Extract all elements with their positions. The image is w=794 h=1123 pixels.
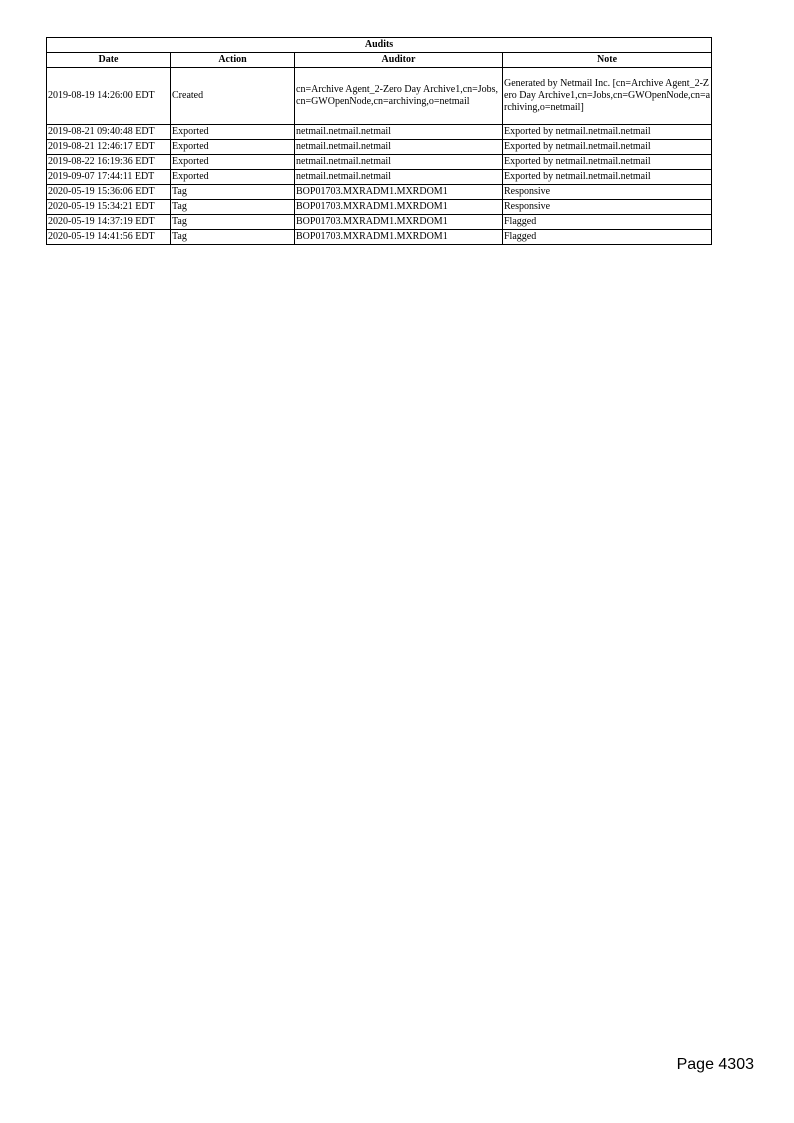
cell-action: Tag <box>171 215 295 230</box>
cell-note: Responsive <box>503 185 712 200</box>
table-row <box>47 125 712 140</box>
table-row <box>47 185 712 200</box>
table-row <box>47 155 712 170</box>
cell-note: Generated by Netmail Inc. [cn=Archive Agent_2-Zero Day Archive1,cn=Jobs,cn=GWOpenNode,cn=archiving,o=netmail] <box>503 68 712 125</box>
cell-action: Exported <box>171 125 295 140</box>
cell-date: 2020-05-19 14:41:56 EDT <box>47 230 171 245</box>
cell-auditor: cn=Archive Agent_2-Zero Day Archive1,cn=Jobs,cn=GWOpenNode,cn=archiving,o=netmail <box>295 68 503 125</box>
page-number: Page 4303 <box>676 1056 754 1073</box>
cell-action: Tag <box>171 230 295 245</box>
cell-auditor: BOP01703.MXRADM1.MXRDOM1 <box>295 215 503 230</box>
cell-date: 2020-05-19 15:34:21 EDT <box>47 200 171 215</box>
table-row <box>47 140 712 155</box>
table-row <box>47 200 712 215</box>
cell-note: Exported by netmail.netmail.netmail <box>503 140 712 155</box>
cell-note: Flagged <box>503 215 712 230</box>
cell-auditor: netmail.netmail.netmail <box>295 125 503 140</box>
cell-date: 2020-05-19 15:36:06 EDT <box>47 185 171 200</box>
table-row <box>47 230 712 245</box>
cell-date: 2019-08-22 16:19:36 EDT <box>47 155 171 170</box>
cell-action: Created <box>171 68 295 125</box>
cell-auditor: netmail.netmail.netmail <box>295 170 503 185</box>
table-row <box>47 68 712 125</box>
cell-action: Tag <box>171 200 295 215</box>
cell-date: 2019-08-19 14:26:00 EDT <box>47 68 171 125</box>
cell-action: Exported <box>171 140 295 155</box>
cell-auditor: netmail.netmail.netmail <box>295 140 503 155</box>
table-title: Audits <box>47 38 712 53</box>
cell-date: 2020-05-19 14:37:19 EDT <box>47 215 171 230</box>
column-header-note: Note <box>503 53 712 68</box>
cell-action: Exported <box>171 170 295 185</box>
column-header-date: Date <box>47 53 171 68</box>
audits-table <box>46 37 712 245</box>
cell-date: 2019-09-07 17:44:11 EDT <box>47 170 171 185</box>
cell-auditor: netmail.netmail.netmail <box>295 155 503 170</box>
cell-action: Tag <box>171 185 295 200</box>
cell-auditor: BOP01703.MXRADM1.MXRDOM1 <box>295 230 503 245</box>
cell-note: Exported by netmail.netmail.netmail <box>503 125 712 140</box>
cell-date: 2019-08-21 12:46:17 EDT <box>47 140 171 155</box>
cell-auditor: BOP01703.MXRADM1.MXRDOM1 <box>295 185 503 200</box>
table-row <box>47 215 712 230</box>
column-header-action: Action <box>171 53 295 68</box>
column-header-auditor: Auditor <box>295 53 503 68</box>
cell-note: Flagged <box>503 230 712 245</box>
cell-note: Exported by netmail.netmail.netmail <box>503 170 712 185</box>
cell-auditor: BOP01703.MXRADM1.MXRDOM1 <box>295 200 503 215</box>
cell-note: Responsive <box>503 200 712 215</box>
header-row <box>47 53 712 68</box>
cell-date: 2019-08-21 09:40:48 EDT <box>47 125 171 140</box>
cell-note: Exported by netmail.netmail.netmail <box>503 155 712 170</box>
table-row <box>47 170 712 185</box>
cell-action: Exported <box>171 155 295 170</box>
